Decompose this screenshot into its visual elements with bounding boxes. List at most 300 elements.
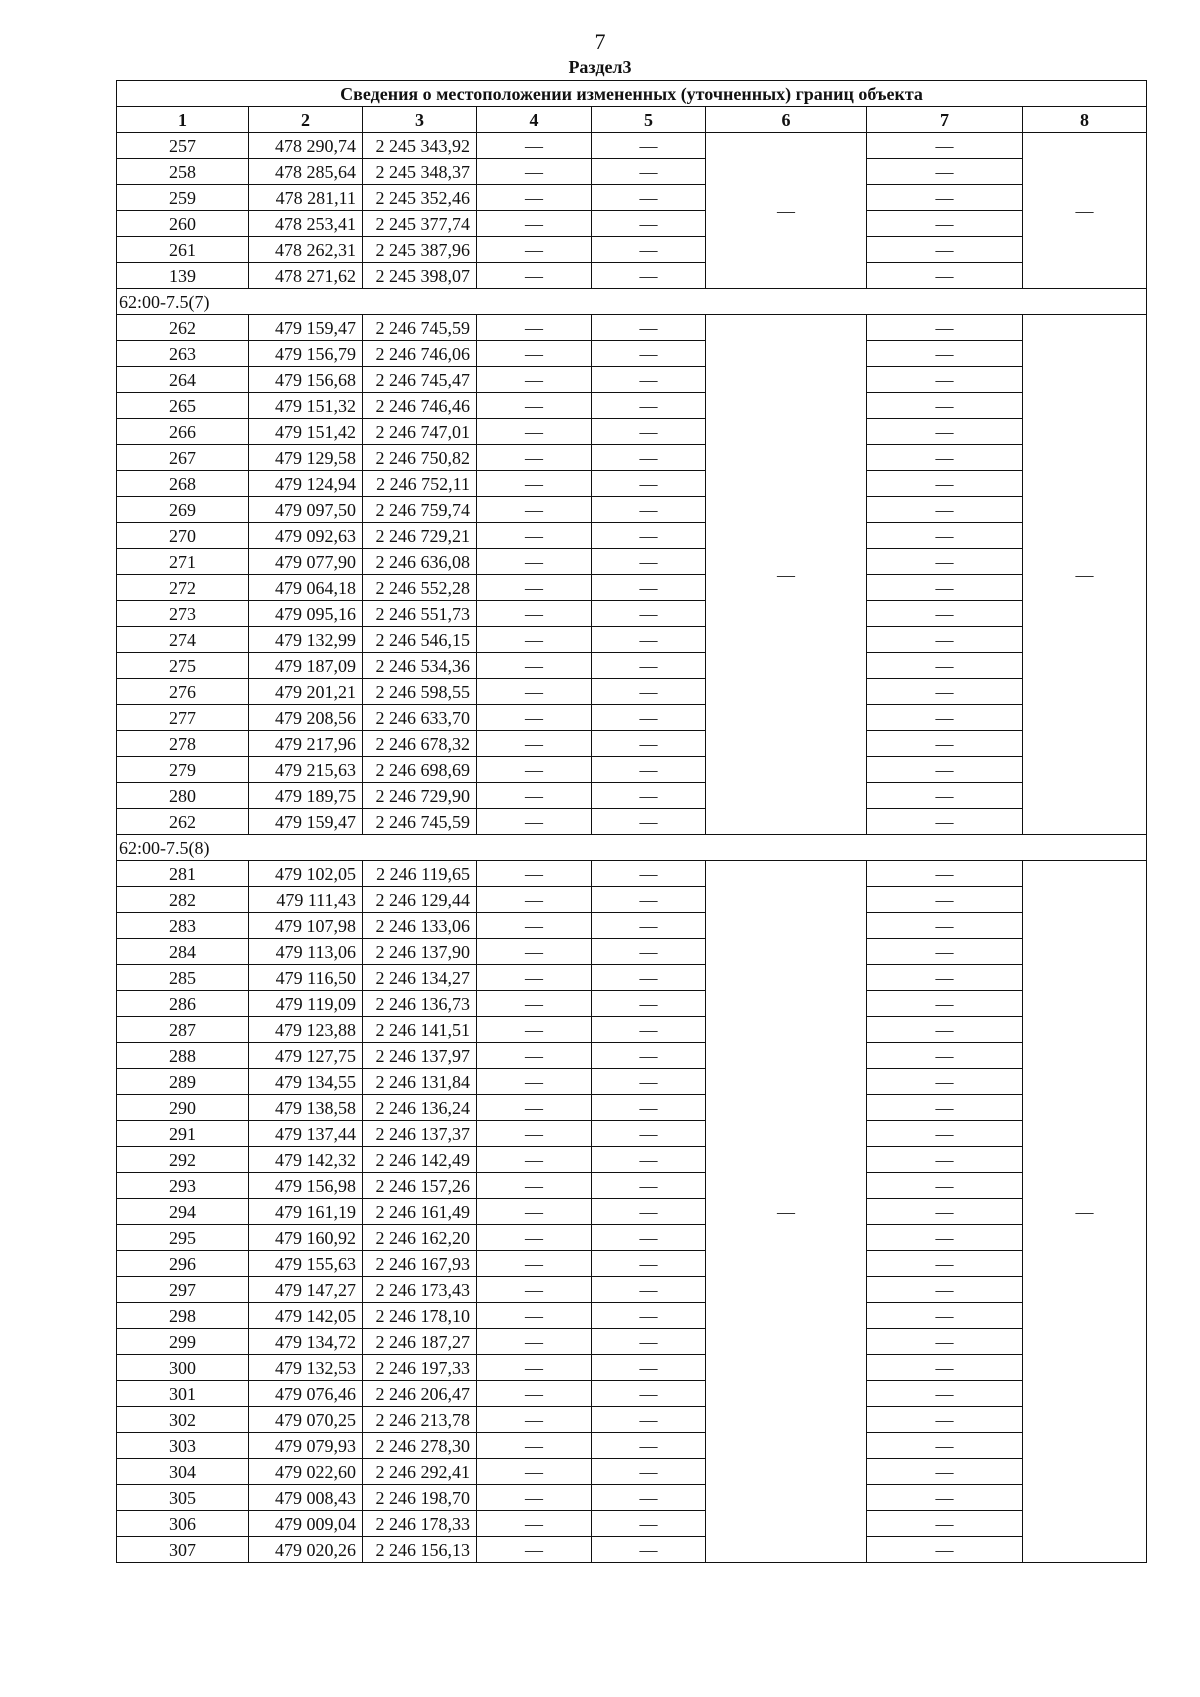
col5-empty-cell: — bbox=[592, 315, 706, 341]
x-coordinate-cell: 479 159,47 bbox=[249, 315, 363, 341]
col5-empty-cell: — bbox=[592, 1251, 706, 1277]
table-row bbox=[117, 1433, 1147, 1459]
table-row bbox=[117, 705, 1147, 731]
y-coordinate-cell: 2 245 348,37 bbox=[363, 159, 477, 185]
table-row bbox=[117, 1225, 1147, 1251]
table-row bbox=[117, 1147, 1147, 1173]
table-row bbox=[117, 1043, 1147, 1069]
x-coordinate-cell: 479 095,16 bbox=[249, 601, 363, 627]
col7-empty-cell: — bbox=[867, 133, 1023, 159]
y-coordinate-cell: 2 246 678,32 bbox=[363, 731, 477, 757]
x-coordinate-cell: 479 022,60 bbox=[249, 1459, 363, 1485]
point-number-cell: 286 bbox=[117, 991, 249, 1017]
point-number-cell: 283 bbox=[117, 913, 249, 939]
table-row bbox=[117, 133, 1147, 159]
col7-empty-cell: — bbox=[867, 965, 1023, 991]
y-coordinate-cell: 2 246 119,65 bbox=[363, 861, 477, 887]
col7-empty-cell: — bbox=[867, 341, 1023, 367]
point-number-cell: 278 bbox=[117, 731, 249, 757]
col7-empty-cell: — bbox=[867, 601, 1023, 627]
col7-empty-cell: — bbox=[867, 1277, 1023, 1303]
x-coordinate-cell: 478 262,31 bbox=[249, 237, 363, 263]
col7-empty-cell: — bbox=[867, 445, 1023, 471]
y-coordinate-cell: 2 246 759,74 bbox=[363, 497, 477, 523]
point-number-cell: 275 bbox=[117, 653, 249, 679]
col7-empty-cell: — bbox=[867, 1459, 1023, 1485]
col5-empty-cell: — bbox=[592, 679, 706, 705]
point-number-cell: 293 bbox=[117, 1173, 249, 1199]
y-coordinate-cell: 2 246 729,21 bbox=[363, 523, 477, 549]
col7-empty-cell: — bbox=[867, 679, 1023, 705]
col4-empty-cell: — bbox=[477, 549, 592, 575]
col7-empty-cell: — bbox=[867, 731, 1023, 757]
column-header: 8 bbox=[1023, 107, 1147, 133]
col4-empty-cell: — bbox=[477, 1095, 592, 1121]
col5-empty-cell: — bbox=[592, 1485, 706, 1511]
col4-empty-cell: — bbox=[477, 653, 592, 679]
col4-empty-cell: — bbox=[477, 1277, 592, 1303]
col7-empty-cell: — bbox=[867, 991, 1023, 1017]
point-number-cell: 139 bbox=[117, 263, 249, 289]
col7-empty-cell: — bbox=[867, 913, 1023, 939]
table-row bbox=[117, 1329, 1147, 1355]
col7-empty-cell: — bbox=[867, 1329, 1023, 1355]
col7-empty-cell: — bbox=[867, 939, 1023, 965]
col7-empty-cell: — bbox=[867, 419, 1023, 445]
y-coordinate-cell: 2 246 729,90 bbox=[363, 783, 477, 809]
x-coordinate-cell: 479 123,88 bbox=[249, 1017, 363, 1043]
col4-empty-cell: — bbox=[477, 1069, 592, 1095]
col5-empty-cell: — bbox=[592, 1433, 706, 1459]
col4-empty-cell: — bbox=[477, 1511, 592, 1537]
x-coordinate-cell: 479 097,50 bbox=[249, 497, 363, 523]
y-coordinate-cell: 2 246 278,30 bbox=[363, 1433, 477, 1459]
col7-empty-cell: — bbox=[867, 1095, 1023, 1121]
point-number-cell: 296 bbox=[117, 1251, 249, 1277]
col7-empty-cell: — bbox=[867, 211, 1023, 237]
point-number-cell: 298 bbox=[117, 1303, 249, 1329]
table-row bbox=[117, 341, 1147, 367]
col5-empty-cell: — bbox=[592, 1511, 706, 1537]
col4-empty-cell: — bbox=[477, 601, 592, 627]
col4-empty-cell: — bbox=[477, 1537, 592, 1563]
col5-empty-cell: — bbox=[592, 705, 706, 731]
col4-empty-cell: — bbox=[477, 939, 592, 965]
col4-empty-cell: — bbox=[477, 1147, 592, 1173]
y-coordinate-cell: 2 246 129,44 bbox=[363, 887, 477, 913]
point-number-cell: 268 bbox=[117, 471, 249, 497]
table-row bbox=[117, 1069, 1147, 1095]
point-number-cell: 299 bbox=[117, 1329, 249, 1355]
col4-empty-cell: — bbox=[477, 1433, 592, 1459]
table-row bbox=[117, 237, 1147, 263]
y-coordinate-cell: 2 246 745,59 bbox=[363, 809, 477, 835]
column-header: 5 bbox=[592, 107, 706, 133]
section-title: Раздел3 bbox=[568, 57, 632, 77]
col5-empty-cell: — bbox=[592, 939, 706, 965]
table-row bbox=[117, 549, 1147, 575]
col4-empty-cell: — bbox=[477, 679, 592, 705]
point-number-cell: 285 bbox=[117, 965, 249, 991]
col5-empty-cell: — bbox=[592, 1043, 706, 1069]
col4-empty-cell: — bbox=[477, 419, 592, 445]
table-row bbox=[117, 315, 1147, 341]
table-row bbox=[117, 783, 1147, 809]
y-coordinate-cell: 2 246 137,97 bbox=[363, 1043, 477, 1069]
table-row bbox=[117, 1199, 1147, 1225]
point-number-cell: 262 bbox=[117, 315, 249, 341]
point-number-cell: 266 bbox=[117, 419, 249, 445]
x-coordinate-cell: 479 156,68 bbox=[249, 367, 363, 393]
table-row bbox=[117, 1303, 1147, 1329]
col5-empty-cell: — bbox=[592, 1147, 706, 1173]
y-coordinate-cell: 2 246 133,06 bbox=[363, 913, 477, 939]
col5-empty-cell: — bbox=[592, 783, 706, 809]
x-coordinate-cell: 479 147,27 bbox=[249, 1277, 363, 1303]
table-row bbox=[117, 809, 1147, 835]
x-coordinate-cell: 479 092,63 bbox=[249, 523, 363, 549]
table-row bbox=[117, 1511, 1147, 1537]
x-coordinate-cell: 479 070,25 bbox=[249, 1407, 363, 1433]
point-number-cell: 291 bbox=[117, 1121, 249, 1147]
col5-empty-cell: — bbox=[592, 653, 706, 679]
col8-empty-cell: — bbox=[1023, 861, 1147, 1563]
table-row bbox=[117, 1017, 1147, 1043]
col5-empty-cell: — bbox=[592, 341, 706, 367]
col7-empty-cell: — bbox=[867, 757, 1023, 783]
col5-empty-cell: — bbox=[592, 991, 706, 1017]
col5-empty-cell: — bbox=[592, 471, 706, 497]
col4-empty-cell: — bbox=[477, 809, 592, 835]
col5-empty-cell: — bbox=[592, 887, 706, 913]
col7-empty-cell: — bbox=[867, 809, 1023, 835]
col5-empty-cell: — bbox=[592, 497, 706, 523]
x-coordinate-cell: 479 215,63 bbox=[249, 757, 363, 783]
x-coordinate-cell: 479 102,05 bbox=[249, 861, 363, 887]
point-number-cell: 260 bbox=[117, 211, 249, 237]
x-coordinate-cell: 479 156,79 bbox=[249, 341, 363, 367]
y-coordinate-cell: 2 246 137,37 bbox=[363, 1121, 477, 1147]
x-coordinate-cell: 479 116,50 bbox=[249, 965, 363, 991]
column-header: 4 bbox=[477, 107, 592, 133]
x-coordinate-cell: 479 079,93 bbox=[249, 1433, 363, 1459]
point-number-cell: 262 bbox=[117, 809, 249, 835]
point-number-cell: 265 bbox=[117, 393, 249, 419]
point-number-cell: 263 bbox=[117, 341, 249, 367]
col4-empty-cell: — bbox=[477, 1199, 592, 1225]
point-number-cell: 305 bbox=[117, 1485, 249, 1511]
x-coordinate-cell: 478 253,41 bbox=[249, 211, 363, 237]
col7-empty-cell: — bbox=[867, 237, 1023, 263]
point-number-cell: 280 bbox=[117, 783, 249, 809]
point-number-cell: 258 bbox=[117, 159, 249, 185]
col5-empty-cell: — bbox=[592, 861, 706, 887]
col4-empty-cell: — bbox=[477, 263, 592, 289]
boundary-coordinates-table bbox=[116, 80, 1147, 1563]
col4-empty-cell: — bbox=[477, 731, 592, 757]
col5-empty-cell: — bbox=[592, 1069, 706, 1095]
point-number-cell: 264 bbox=[117, 367, 249, 393]
col5-empty-cell: — bbox=[592, 393, 706, 419]
table-row bbox=[117, 991, 1147, 1017]
y-coordinate-cell: 2 246 137,90 bbox=[363, 939, 477, 965]
x-coordinate-cell: 478 281,11 bbox=[249, 185, 363, 211]
y-coordinate-cell: 2 246 633,70 bbox=[363, 705, 477, 731]
table-row bbox=[117, 393, 1147, 419]
table-row bbox=[117, 445, 1147, 471]
table-row bbox=[117, 627, 1147, 653]
col4-empty-cell: — bbox=[477, 523, 592, 549]
col4-empty-cell: — bbox=[477, 315, 592, 341]
point-number-cell: 287 bbox=[117, 1017, 249, 1043]
y-coordinate-cell: 2 245 343,92 bbox=[363, 133, 477, 159]
table-row bbox=[117, 861, 1147, 887]
y-coordinate-cell: 2 246 747,01 bbox=[363, 419, 477, 445]
col5-empty-cell: — bbox=[592, 263, 706, 289]
group-header-row bbox=[117, 835, 1147, 861]
table-row bbox=[117, 1537, 1147, 1563]
x-coordinate-cell: 479 217,96 bbox=[249, 731, 363, 757]
y-coordinate-cell: 2 246 551,73 bbox=[363, 601, 477, 627]
col5-empty-cell: — bbox=[592, 1329, 706, 1355]
col5-empty-cell: — bbox=[592, 731, 706, 757]
col5-empty-cell: — bbox=[592, 757, 706, 783]
table-row bbox=[117, 1277, 1147, 1303]
col7-empty-cell: — bbox=[867, 1043, 1023, 1069]
col7-empty-cell: — bbox=[867, 159, 1023, 185]
col7-empty-cell: — bbox=[867, 1069, 1023, 1095]
col7-empty-cell: — bbox=[867, 1355, 1023, 1381]
table-row bbox=[117, 263, 1147, 289]
x-coordinate-cell: 478 290,74 bbox=[249, 133, 363, 159]
col5-empty-cell: — bbox=[592, 367, 706, 393]
x-coordinate-cell: 479 160,92 bbox=[249, 1225, 363, 1251]
x-coordinate-cell: 479 142,05 bbox=[249, 1303, 363, 1329]
y-coordinate-cell: 2 246 206,47 bbox=[363, 1381, 477, 1407]
point-number-cell: 269 bbox=[117, 497, 249, 523]
col4-empty-cell: — bbox=[477, 991, 592, 1017]
x-coordinate-cell: 479 111,43 bbox=[249, 887, 363, 913]
col4-empty-cell: — bbox=[477, 887, 592, 913]
y-coordinate-cell: 2 246 134,27 bbox=[363, 965, 477, 991]
x-coordinate-cell: 479 008,43 bbox=[249, 1485, 363, 1511]
col7-empty-cell: — bbox=[867, 185, 1023, 211]
col5-empty-cell: — bbox=[592, 185, 706, 211]
y-coordinate-cell: 2 246 167,93 bbox=[363, 1251, 477, 1277]
table-row bbox=[117, 185, 1147, 211]
col7-empty-cell: — bbox=[867, 1199, 1023, 1225]
point-number-cell: 279 bbox=[117, 757, 249, 783]
x-coordinate-cell: 479 132,99 bbox=[249, 627, 363, 653]
col4-empty-cell: — bbox=[477, 1381, 592, 1407]
table-row bbox=[117, 1485, 1147, 1511]
col4-empty-cell: — bbox=[477, 965, 592, 991]
point-number-cell: 273 bbox=[117, 601, 249, 627]
point-number-cell: 290 bbox=[117, 1095, 249, 1121]
x-coordinate-cell: 479 189,75 bbox=[249, 783, 363, 809]
table-row bbox=[117, 523, 1147, 549]
x-coordinate-cell: 479 107,98 bbox=[249, 913, 363, 939]
x-coordinate-cell: 479 187,09 bbox=[249, 653, 363, 679]
table-body bbox=[117, 133, 1147, 1563]
point-number-cell: 267 bbox=[117, 445, 249, 471]
y-coordinate-cell: 2 246 745,47 bbox=[363, 367, 477, 393]
col7-empty-cell: — bbox=[867, 627, 1023, 653]
col5-empty-cell: — bbox=[592, 965, 706, 991]
x-coordinate-cell: 479 201,21 bbox=[249, 679, 363, 705]
col4-empty-cell: — bbox=[477, 237, 592, 263]
col4-empty-cell: — bbox=[477, 471, 592, 497]
x-coordinate-cell: 479 009,04 bbox=[249, 1511, 363, 1537]
col5-empty-cell: — bbox=[592, 575, 706, 601]
col4-empty-cell: — bbox=[477, 185, 592, 211]
y-coordinate-cell: 2 246 750,82 bbox=[363, 445, 477, 471]
col5-empty-cell: — bbox=[592, 237, 706, 263]
point-number-cell: 270 bbox=[117, 523, 249, 549]
col4-empty-cell: — bbox=[477, 445, 592, 471]
y-coordinate-cell: 2 246 745,59 bbox=[363, 315, 477, 341]
table-row bbox=[117, 679, 1147, 705]
point-number-cell: 300 bbox=[117, 1355, 249, 1381]
x-coordinate-cell: 479 138,58 bbox=[249, 1095, 363, 1121]
y-coordinate-cell: 2 246 698,69 bbox=[363, 757, 477, 783]
point-number-cell: 292 bbox=[117, 1147, 249, 1173]
col7-empty-cell: — bbox=[867, 1225, 1023, 1251]
col7-empty-cell: — bbox=[867, 783, 1023, 809]
col4-empty-cell: — bbox=[477, 783, 592, 809]
table-row bbox=[117, 731, 1147, 757]
col4-empty-cell: — bbox=[477, 133, 592, 159]
table-row bbox=[117, 1381, 1147, 1407]
col4-empty-cell: — bbox=[477, 1043, 592, 1069]
point-number-cell: 304 bbox=[117, 1459, 249, 1485]
y-coordinate-cell: 2 246 178,33 bbox=[363, 1511, 477, 1537]
point-number-cell: 257 bbox=[117, 133, 249, 159]
col7-empty-cell: — bbox=[867, 1121, 1023, 1147]
col7-empty-cell: — bbox=[867, 367, 1023, 393]
col5-empty-cell: — bbox=[592, 549, 706, 575]
col7-empty-cell: — bbox=[867, 1407, 1023, 1433]
col4-empty-cell: — bbox=[477, 393, 592, 419]
col5-empty-cell: — bbox=[592, 1017, 706, 1043]
col5-empty-cell: — bbox=[592, 913, 706, 939]
y-coordinate-cell: 2 246 552,28 bbox=[363, 575, 477, 601]
y-coordinate-cell: 2 246 157,26 bbox=[363, 1173, 477, 1199]
table-row bbox=[117, 601, 1147, 627]
point-number-cell: 276 bbox=[117, 679, 249, 705]
col5-empty-cell: — bbox=[592, 159, 706, 185]
x-coordinate-cell: 479 151,42 bbox=[249, 419, 363, 445]
table-row bbox=[117, 471, 1147, 497]
x-coordinate-cell: 479 134,55 bbox=[249, 1069, 363, 1095]
col4-empty-cell: — bbox=[477, 1329, 592, 1355]
col7-empty-cell: — bbox=[867, 1433, 1023, 1459]
point-number-cell: 271 bbox=[117, 549, 249, 575]
col5-empty-cell: — bbox=[592, 1407, 706, 1433]
col4-empty-cell: — bbox=[477, 367, 592, 393]
y-coordinate-cell: 2 246 156,13 bbox=[363, 1537, 477, 1563]
x-coordinate-cell: 479 137,44 bbox=[249, 1121, 363, 1147]
col7-empty-cell: — bbox=[867, 263, 1023, 289]
col4-empty-cell: — bbox=[477, 1355, 592, 1381]
y-coordinate-cell: 2 246 636,08 bbox=[363, 549, 477, 575]
point-number-cell: 274 bbox=[117, 627, 249, 653]
column-header-row bbox=[117, 107, 1147, 133]
col5-empty-cell: — bbox=[592, 1095, 706, 1121]
table-row bbox=[117, 497, 1147, 523]
col5-empty-cell: — bbox=[592, 809, 706, 835]
point-number-cell: 288 bbox=[117, 1043, 249, 1069]
x-coordinate-cell: 479 155,63 bbox=[249, 1251, 363, 1277]
y-coordinate-cell: 2 246 131,84 bbox=[363, 1069, 477, 1095]
table-row bbox=[117, 913, 1147, 939]
col4-empty-cell: — bbox=[477, 1225, 592, 1251]
y-coordinate-cell: 2 246 178,10 bbox=[363, 1303, 477, 1329]
x-coordinate-cell: 479 113,06 bbox=[249, 939, 363, 965]
table-row bbox=[117, 419, 1147, 445]
col7-empty-cell: — bbox=[867, 1511, 1023, 1537]
col7-empty-cell: — bbox=[867, 549, 1023, 575]
y-coordinate-cell: 2 246 292,41 bbox=[363, 1459, 477, 1485]
col5-empty-cell: — bbox=[592, 1173, 706, 1199]
col5-empty-cell: — bbox=[592, 1121, 706, 1147]
page-number: 7 bbox=[594, 29, 606, 54]
col8-empty-cell: — bbox=[1023, 133, 1147, 289]
col5-empty-cell: — bbox=[592, 445, 706, 471]
col4-empty-cell: — bbox=[477, 1173, 592, 1199]
col5-empty-cell: — bbox=[592, 523, 706, 549]
x-coordinate-cell: 479 151,32 bbox=[249, 393, 363, 419]
y-coordinate-cell: 2 246 173,43 bbox=[363, 1277, 477, 1303]
x-coordinate-cell: 479 161,19 bbox=[249, 1199, 363, 1225]
col4-empty-cell: — bbox=[477, 1017, 592, 1043]
col6-empty-cell: — bbox=[706, 861, 867, 1563]
col4-empty-cell: — bbox=[477, 1407, 592, 1433]
col7-empty-cell: — bbox=[867, 705, 1023, 731]
point-number-cell: 284 bbox=[117, 939, 249, 965]
col5-empty-cell: — bbox=[592, 133, 706, 159]
point-number-cell: 259 bbox=[117, 185, 249, 211]
column-header: 7 bbox=[867, 107, 1023, 133]
col4-empty-cell: — bbox=[477, 575, 592, 601]
col7-empty-cell: — bbox=[867, 1251, 1023, 1277]
point-number-cell: 294 bbox=[117, 1199, 249, 1225]
x-coordinate-cell: 479 156,98 bbox=[249, 1173, 363, 1199]
y-coordinate-cell: 2 246 142,49 bbox=[363, 1147, 477, 1173]
x-coordinate-cell: 479 134,72 bbox=[249, 1329, 363, 1355]
y-coordinate-cell: 2 246 534,36 bbox=[363, 653, 477, 679]
y-coordinate-cell: 2 246 136,24 bbox=[363, 1095, 477, 1121]
x-coordinate-cell: 479 129,58 bbox=[249, 445, 363, 471]
table-row bbox=[117, 159, 1147, 185]
col4-empty-cell: — bbox=[477, 1459, 592, 1485]
y-coordinate-cell: 2 246 187,27 bbox=[363, 1329, 477, 1355]
table-caption: Сведения о местоположении измененных (уточненных) границ объекта bbox=[117, 81, 1147, 107]
col4-empty-cell: — bbox=[477, 211, 592, 237]
table-row bbox=[117, 653, 1147, 679]
col5-empty-cell: — bbox=[592, 1277, 706, 1303]
point-number-cell: 307 bbox=[117, 1537, 249, 1563]
table-row bbox=[117, 1407, 1147, 1433]
x-coordinate-cell: 479 124,94 bbox=[249, 471, 363, 497]
col7-empty-cell: — bbox=[867, 1303, 1023, 1329]
col8-empty-cell: — bbox=[1023, 315, 1147, 835]
col5-empty-cell: — bbox=[592, 601, 706, 627]
col7-empty-cell: — bbox=[867, 315, 1023, 341]
col5-empty-cell: — bbox=[592, 1537, 706, 1563]
col4-empty-cell: — bbox=[477, 341, 592, 367]
col4-empty-cell: — bbox=[477, 861, 592, 887]
